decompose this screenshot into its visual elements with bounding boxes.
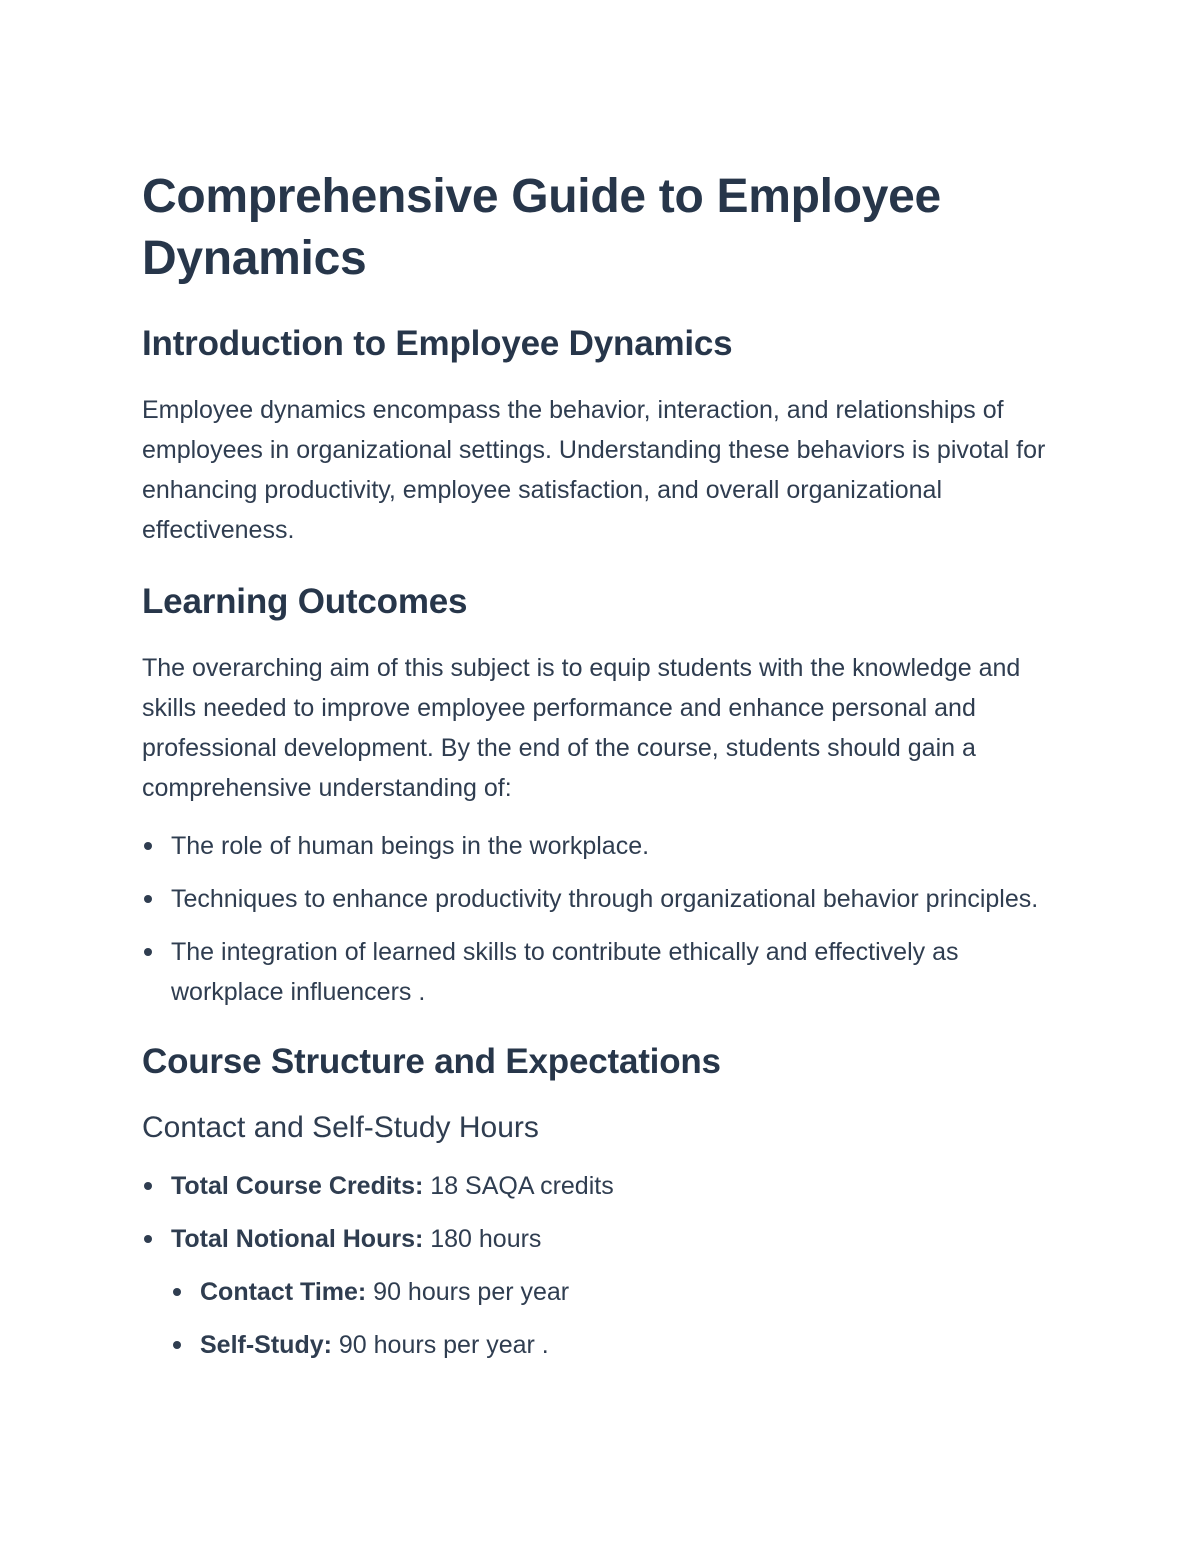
bullet-icon <box>144 948 152 956</box>
list-item-text: The integration of learned skills to contribute ethically and effectively as workplace influencers . <box>171 938 959 1006</box>
list-item <box>142 932 1060 1012</box>
outcomes-paragraph: The overarching aim of this subject is to equip students with the knowledge and skills needed to improve employee performance and enhance personal and professional development. By the end of the course, students should gain a comprehensive understanding of: <box>142 654 1021 802</box>
item-value: 18 SAQA credits <box>423 1172 614 1200</box>
list-item <box>142 826 1060 866</box>
list-item <box>142 1166 1060 1206</box>
list-item <box>171 1272 1060 1312</box>
hours-list <box>142 1166 1060 1365</box>
outcomes-heading: Learning Outcomes <box>142 582 468 621</box>
item-label: Self-Study: <box>200 1331 332 1359</box>
bullet-icon <box>144 1182 152 1190</box>
intro-paragraph: Employee dynamics encompass the behavior, interaction, and relationships of employees in organizational settings. Understanding these behaviors is pivotal for enhancing productivity, employee satisfaction, and overall organizational effectiveness. <box>142 396 1046 544</box>
item-value: 180 hours <box>423 1225 542 1253</box>
bullet-icon <box>144 842 152 850</box>
hours-subheading: Contact and Self-Study Hours <box>142 1111 539 1144</box>
bullet-icon <box>173 1341 181 1349</box>
structure-heading: Course Structure and Expectations <box>142 1042 721 1081</box>
list-item <box>142 879 1060 919</box>
item-value: 90 hours per year . <box>331 1331 549 1359</box>
list-item-text: Techniques to enhance productivity through organizational behavior principles. <box>171 885 1039 913</box>
hours-sublist <box>171 1272 1060 1365</box>
list-item-text: The role of human beings in the workplace. <box>171 832 650 860</box>
list-item <box>171 1325 1060 1365</box>
list-item <box>142 1219 1060 1365</box>
bullet-icon <box>144 1235 152 1243</box>
item-label: Total Course Credits: <box>171 1172 424 1200</box>
bullet-icon <box>144 895 152 903</box>
item-label: Contact Time: <box>200 1278 367 1306</box>
bullet-icon <box>173 1288 181 1296</box>
outcomes-list <box>142 826 1060 1012</box>
item-label: Total Notional Hours: <box>171 1225 424 1253</box>
intro-heading: Introduction to Employee Dynamics <box>142 324 733 363</box>
item-value: 90 hours per year <box>366 1278 570 1306</box>
document-title: Comprehensive Guide to Employee Dynamics <box>142 170 941 285</box>
